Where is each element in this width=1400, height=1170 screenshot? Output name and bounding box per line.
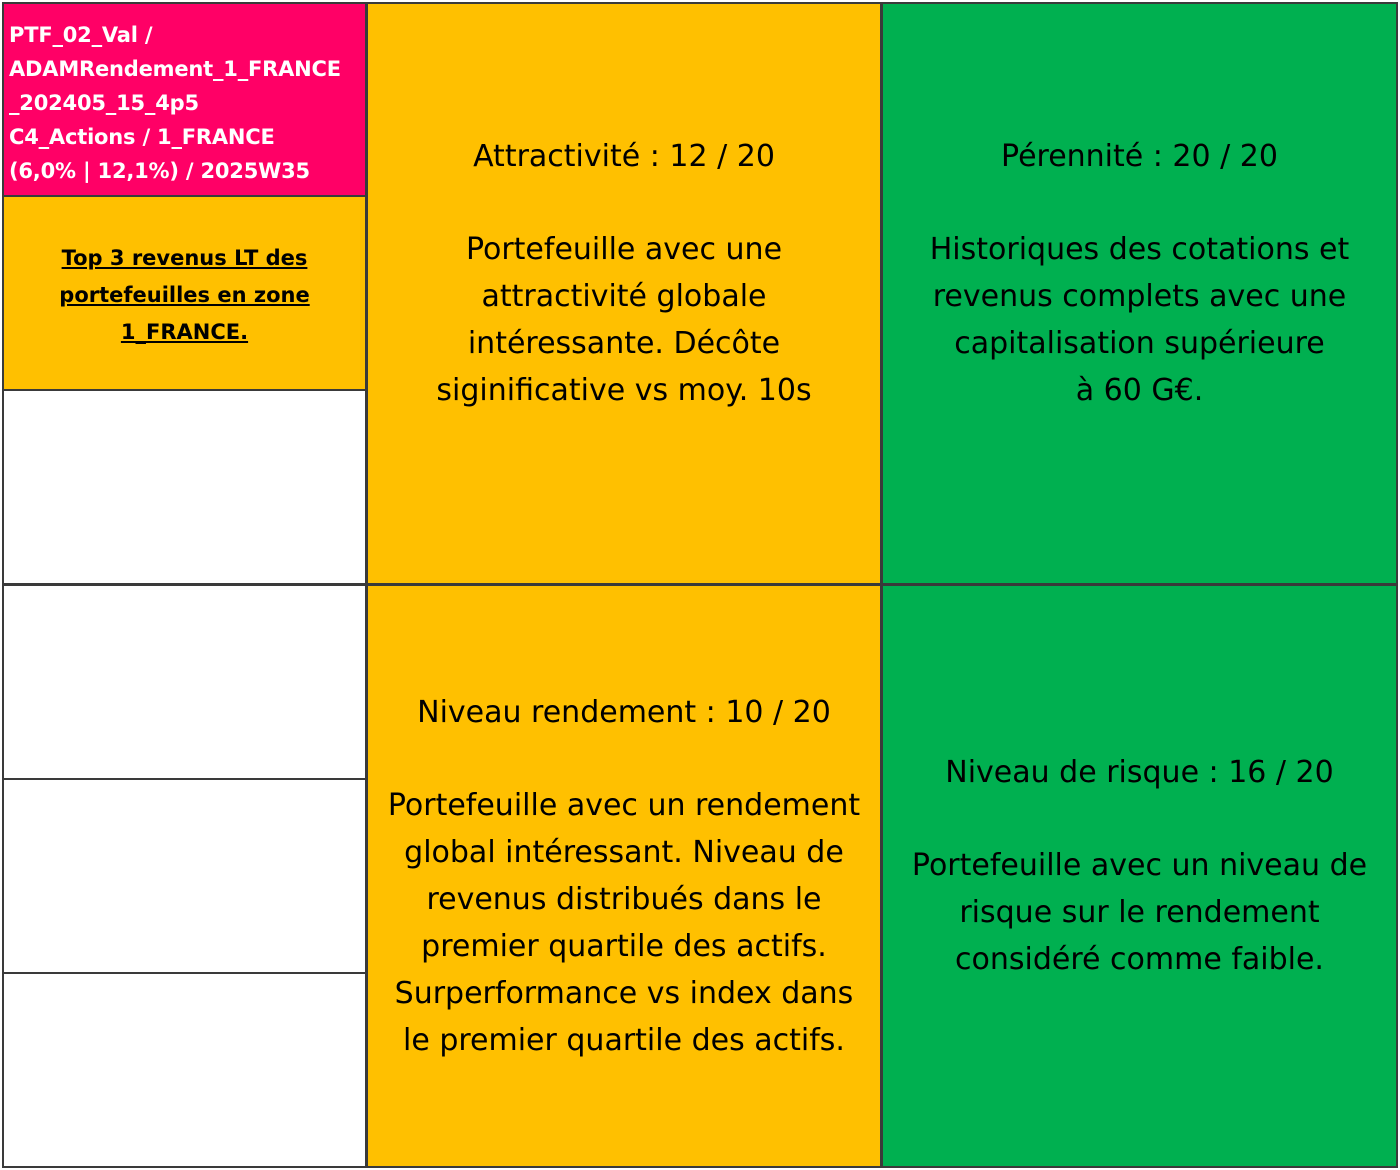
portfolio-header-line: _202405_15_4p5 bbox=[9, 91, 199, 115]
rendement-title: Niveau rendement : 10 / 20 bbox=[417, 694, 831, 730]
portfolio-header bbox=[2, 2, 367, 197]
description-line: revenus complets avec une bbox=[932, 279, 1347, 314]
empty-cell bbox=[2, 778, 367, 974]
subtitle bbox=[59, 240, 309, 351]
risque-description bbox=[912, 842, 1367, 983]
portfolio-header-line: ADAMRendement_1_FRANCE bbox=[9, 57, 341, 81]
perennite-score-cell bbox=[881, 2, 1398, 585]
empty-cell bbox=[2, 972, 367, 1168]
description-line: Portefeuille avec une bbox=[465, 232, 783, 267]
attractivite-title: Attractivité : 12 / 20 bbox=[473, 139, 775, 174]
attractivite-description bbox=[436, 226, 811, 414]
description-line: intéressante. Décôte bbox=[467, 326, 781, 361]
description-line: capitalisation supérieure bbox=[954, 326, 1325, 361]
portfolio-header-line: PTF_02_Val / bbox=[9, 23, 153, 47]
description-line: siginificative vs moy. 10s bbox=[436, 373, 812, 408]
description-line: Portefeuille avec un rendement bbox=[387, 787, 861, 823]
description-line: attractivité globale bbox=[481, 279, 767, 314]
attractivite-score-cell bbox=[366, 2, 882, 585]
description-line: Portefeuille avec un niveau de bbox=[911, 848, 1368, 883]
empty-cell bbox=[2, 389, 367, 585]
description-line: global intéressant. Niveau de bbox=[404, 834, 844, 870]
risque-score-cell bbox=[881, 584, 1398, 1168]
perennite-title: Pérennité : 20 / 20 bbox=[1001, 139, 1278, 174]
rendement-description bbox=[388, 782, 860, 1064]
description-line: risque sur le rendement bbox=[959, 895, 1320, 930]
empty-cell bbox=[2, 584, 367, 780]
portfolio-header-line: C4_Actions / 1_FRANCE bbox=[9, 125, 275, 149]
description-line: revenus distribués dans le bbox=[426, 881, 822, 917]
description-line: Surperformance vs index dans bbox=[394, 975, 854, 1011]
description-line: premier quartile des actifs. bbox=[421, 928, 827, 964]
subtitle-line: Top 3 revenus LT des bbox=[61, 246, 308, 270]
description-line: considéré comme faible. bbox=[955, 942, 1324, 977]
description-line: Historiques des cotations et bbox=[929, 232, 1350, 267]
subtitle-line: 1_FRANCE. bbox=[120, 320, 249, 344]
description-line: à 60 G€. bbox=[1075, 373, 1204, 408]
description-line: le premier quartile des actifs. bbox=[403, 1022, 845, 1058]
subtitle-cell bbox=[2, 195, 367, 391]
risque-title: Niveau de risque : 16 / 20 bbox=[945, 755, 1334, 790]
rendement-score-cell bbox=[366, 584, 882, 1168]
portfolio-header-line: (6,0% | 12,1%) / 2025W35 bbox=[9, 159, 310, 183]
perennite-description bbox=[930, 226, 1350, 414]
subtitle-line: portefeuilles en zone bbox=[59, 283, 310, 307]
